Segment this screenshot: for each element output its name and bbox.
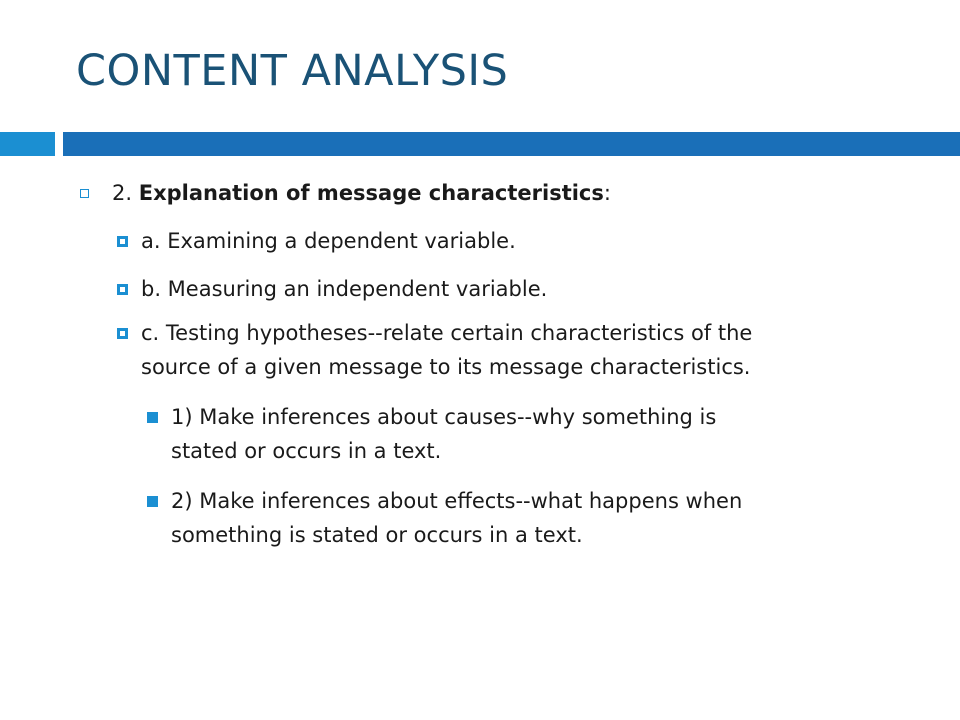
item-b-text: b. Measuring an independent variable. <box>141 277 548 301</box>
hollow-square-bullet-icon <box>80 176 89 210</box>
bullet-item-b <box>117 272 547 306</box>
bullet-item-a <box>117 224 516 258</box>
slide-title: CONTENT ANALYSIS <box>76 46 509 96</box>
item-1-text-line2: stated or occurs in a text. <box>171 439 442 463</box>
item-c-text-line1: c. Testing hypotheses--relate certain characteristics of the <box>141 321 753 345</box>
bullet-item-1 <box>147 400 716 468</box>
boxed-square-bullet-icon <box>117 272 128 306</box>
boxed-square-bullet-icon <box>117 316 128 350</box>
item-1-text-line1: 1) Make inferences about causes--why something is <box>171 405 717 429</box>
boxed-square-bullet-icon <box>117 224 128 258</box>
item-a-text: a. Examining a dependent variable. <box>141 229 516 253</box>
level1-suffix: : <box>603 181 611 205</box>
item-2-text-line1: 2) Make inferences about effects--what happens when <box>171 489 743 513</box>
bullet-item-level1 <box>80 176 611 210</box>
bullet-item-c <box>117 316 752 384</box>
solid-square-bullet-icon <box>147 400 158 434</box>
solid-square-bullet-icon <box>147 484 158 518</box>
item-2-text-line2: something is stated or occurs in a text. <box>171 523 583 547</box>
level1-heading: Explanation of message characteristics <box>138 181 604 205</box>
item-c-text-line2: source of a given message to its message characteristics. <box>141 355 751 379</box>
level1-prefix: 2. <box>112 181 139 205</box>
bullet-item-2 <box>147 484 742 552</box>
